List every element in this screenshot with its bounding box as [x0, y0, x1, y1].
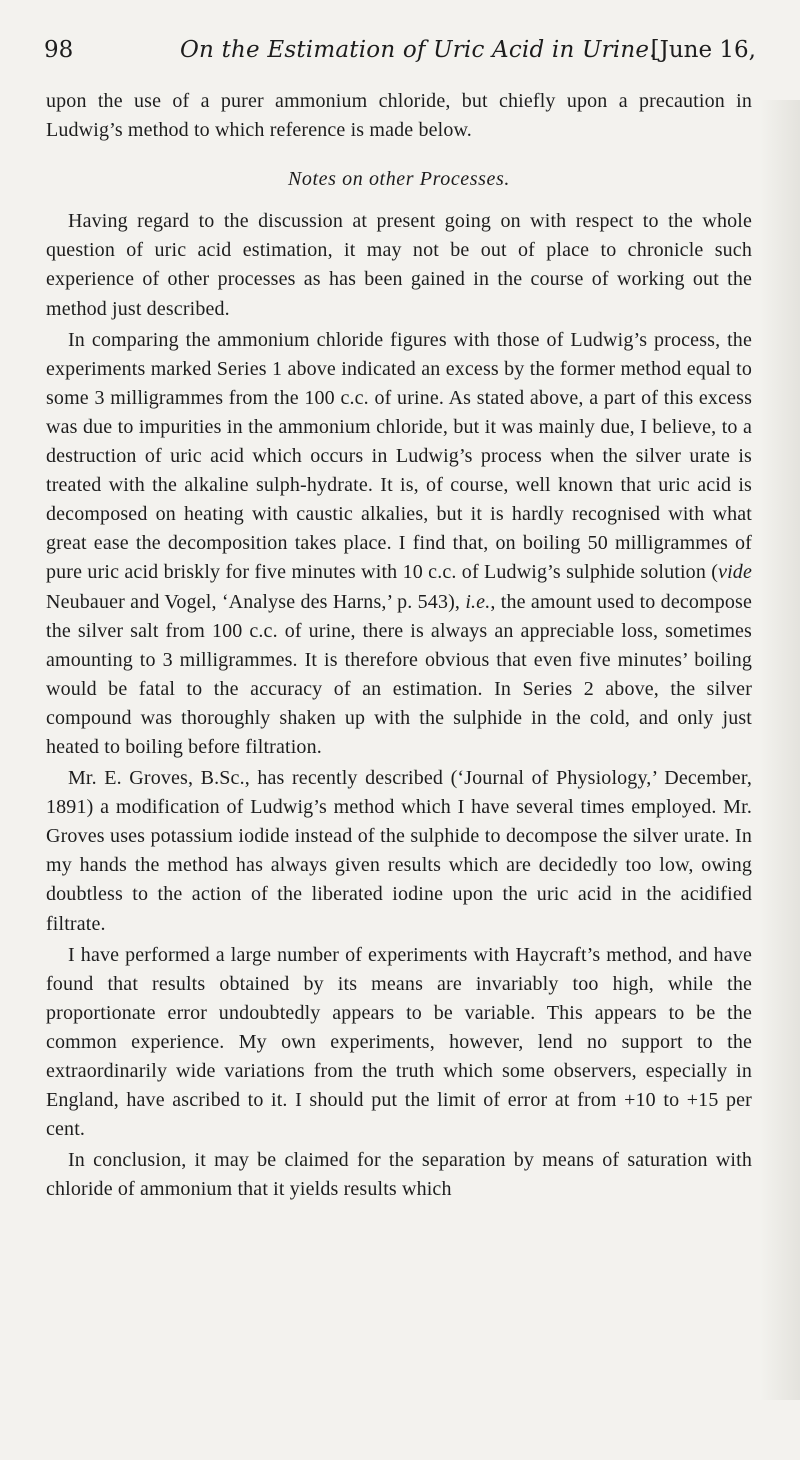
italic-vide: vide — [718, 561, 752, 584]
page-number: 98 — [44, 37, 74, 63]
paragraph-discussion: Having regard to the discussion at present going on with respect to the whole question of uric acid estimation, it may not be out of place to chronicle such experience of other processes as has been gained in the course of working out the method just described. — [46, 210, 752, 320]
running-date: [June 16, — [650, 37, 756, 63]
body-text — [46, 87, 752, 1204]
paragraph-continued: upon the use of a purer ammonium chloride, but chiefly upon a precaution in Ludwig’s method to which reference is made below. — [46, 90, 752, 142]
paragraph-haycraft: I have performed a large number of experiments with Haycraft’s method, and have found that results obtained by its means are invariably too high, while the proportionate error undoubtedly appears to be variable. This appears to be the common experience. My own experiments, however, lend no support to the extraordinarily wide variations from the truth which some observers, especially in England, have ascribed to it. I should put the limit of error at from +10 to +15 per cent. — [46, 943, 752, 1141]
paragraph-text: , the amount used to decompose the silver salt from 100 c.c. of urine, there is always an appreciable loss, sometimes amounting to 3 milligrammes. It is therefore obvious that even five minutes’ boiling would be fatal to the accuracy of an estimation. In Series 2 above, the silver compound was thoroughly shaken up with the sulphide in the cold, and only just heated to boiling before filtration. — [46, 590, 752, 758]
running-title: On the Estimation of Uric Acid in Urine. — [180, 37, 657, 63]
paragraph-groves: Mr. E. Groves, B.Sc., has recently described (‘Journal of Physiology,’ December, 1891) a modification of Ludwig’s method which I have several times employed. Mr. Groves uses potassium iodide instead of the sulphide to decompose the silver urate. In my hands the method has always given results which are decidedly too low, owing doubtless to the action of the liberated iodine upon the uric acid in the acidified filtrate. — [46, 767, 752, 935]
paragraph-text: Neubauer and Vogel, ‘Analyse des Harns,’ p. 543), — [46, 590, 466, 613]
paragraph-ludwig-comparison — [46, 326, 752, 762]
page-edge-shadow — [760, 100, 800, 1400]
paragraph-text: In comparing the ammonium chloride figures with those of Ludwig’s process, the experiments marked Series 1 above indicated an excess by the former method equal to some 3 milligrammes from the 100 c.c. of urine. As stated above, a part of this excess was due to impurities in the ammonium chloride, but it was mainly due, I believe, to a destruction of uric acid which occurs in Ludwig’s process when the silver urate is treated with the alkaline sulph-hydrate. It is, of course, well known that uric acid is decomposed on heating with caustic alkalies, but it is hardly recognised with what great ease the decomposition takes place. I find that, on boiling 50 milligrammes of pure uric acid briskly for five minutes with 10 c.c. of Ludwig’s sulphide solution ( — [46, 328, 752, 584]
paragraph-conclusion: In conclusion, it may be claimed for the separation by means of saturation with chloride of ammonium that it yields results which — [46, 1149, 752, 1201]
running-header — [44, 30, 756, 70]
italic-ie: i.e. — [465, 590, 491, 613]
section-heading: Notes on other Processes. — [287, 168, 510, 191]
